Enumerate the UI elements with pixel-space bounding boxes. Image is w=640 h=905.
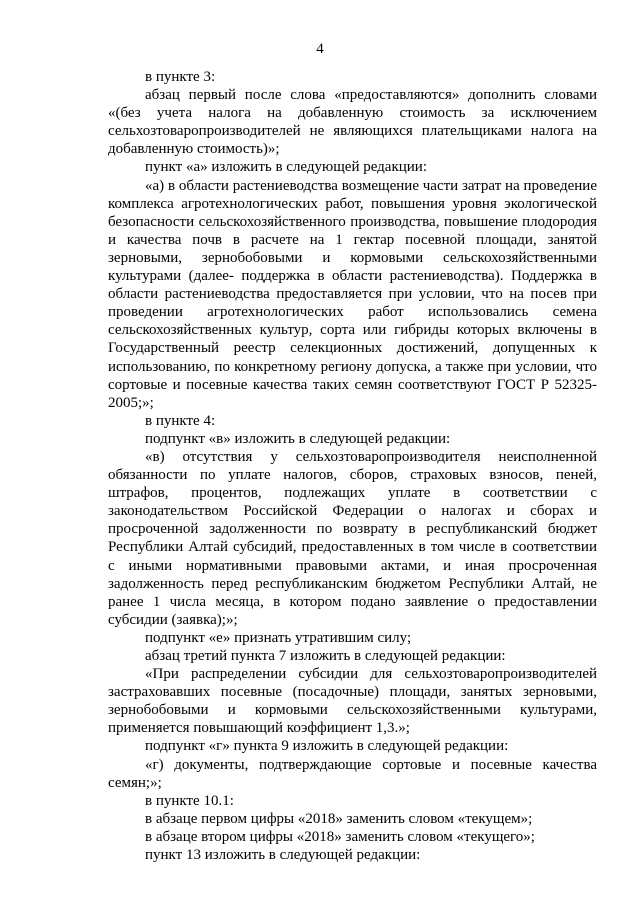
page-number: 4 (316, 41, 324, 57)
document-body (108, 68, 597, 864)
paragraph: в абзаце первом цифры «2018» заменить словом «текущем»; (145, 810, 533, 827)
paragraph: пункт 13 изложить в следующей редакции: (145, 847, 421, 864)
paragraph: абзац первый после слова «предоставляются» дополнить словами «(без учета налога на добавленную стоимость за исключением сельхозтоваропроизводителей не являющихся плательщиками налога на добавленную стоимость)»; (108, 87, 597, 158)
paragraph: «а) в области растениеводства возмещение части затрат на проведение комплекса агротехнологических работ, повышения уровня экологической безопасности сельскохозяйственного производства, повышение плодородия и качества почв в расчете на 1 гектар посевной площади, занятой зерновыми, зернобобовыми и кормовыми сельскохозяйственными культурами (далее- поддержка в области растениеводства). Поддержка в области растениеводства предоставляется при условии, что на посев при проведении агротехнологических работ использовались семена сельскохозяйственных культур, сорта или гибриды которых включены в Государственный реестр селекционных достижений, допущенных к использованию, по конкретному региону допуска, а также при условии, что сортовые и посевные качества таких семян соответствуют ГОСТ Р 52325-2005;»; (108, 177, 597, 411)
paragraph: пункт «а» изложить в следующей редакции: (145, 159, 428, 176)
paragraph: в пункте 3: (145, 69, 216, 85)
paragraph: «в) отсутствия у сельхозтоваропроизводителя неисполненной обязанности по уплате налогов, сборов, страховых взносов, пеней, штрафов, процентов, подлежащих уплате в соответствии с законодательством Российской Федерации о налогах и сборах и просроченной задолженности по возврату в республиканский бюджет Республики Алтай субсидий, предоставленных в том числе в соответствии с иными нормативными правовыми актами, и иная просроченная задолженность перед республиканским бюджетом Республики Алтай, не ранее 1 числа месяца, в котором подано заявление о предоставлении субсидии (заявка);»; (108, 448, 597, 628)
paragraph: подпункт «в» изложить в следующей редакции: (145, 430, 451, 447)
paragraph: подпункт «г» пункта 9 изложить в следующей редакции: (145, 738, 509, 755)
paragraph: в пункте 10.1: (145, 792, 234, 809)
paragraph: в пункте 4: (145, 412, 216, 429)
paragraph: «г) документы, подтверждающие сортовые и посевные качества семян;»; (108, 756, 597, 791)
paragraph: «При распределении субсидии для сельхозтоваропроизводителей застраховавших посевные (посадочные) площади, занятых зерновыми, зернобобовыми и кормовыми сельскохозяйственными культурами, применяется повышающий коэффициент 1,3.»; (108, 666, 597, 737)
paragraph: абзац третий пункта 7 изложить в следующей редакции: (145, 648, 506, 664)
paragraph: подпункт «е» признать утратившим силу; (145, 629, 412, 646)
paragraph: в абзаце втором цифры «2018» заменить словом «текущего»; (145, 828, 535, 845)
